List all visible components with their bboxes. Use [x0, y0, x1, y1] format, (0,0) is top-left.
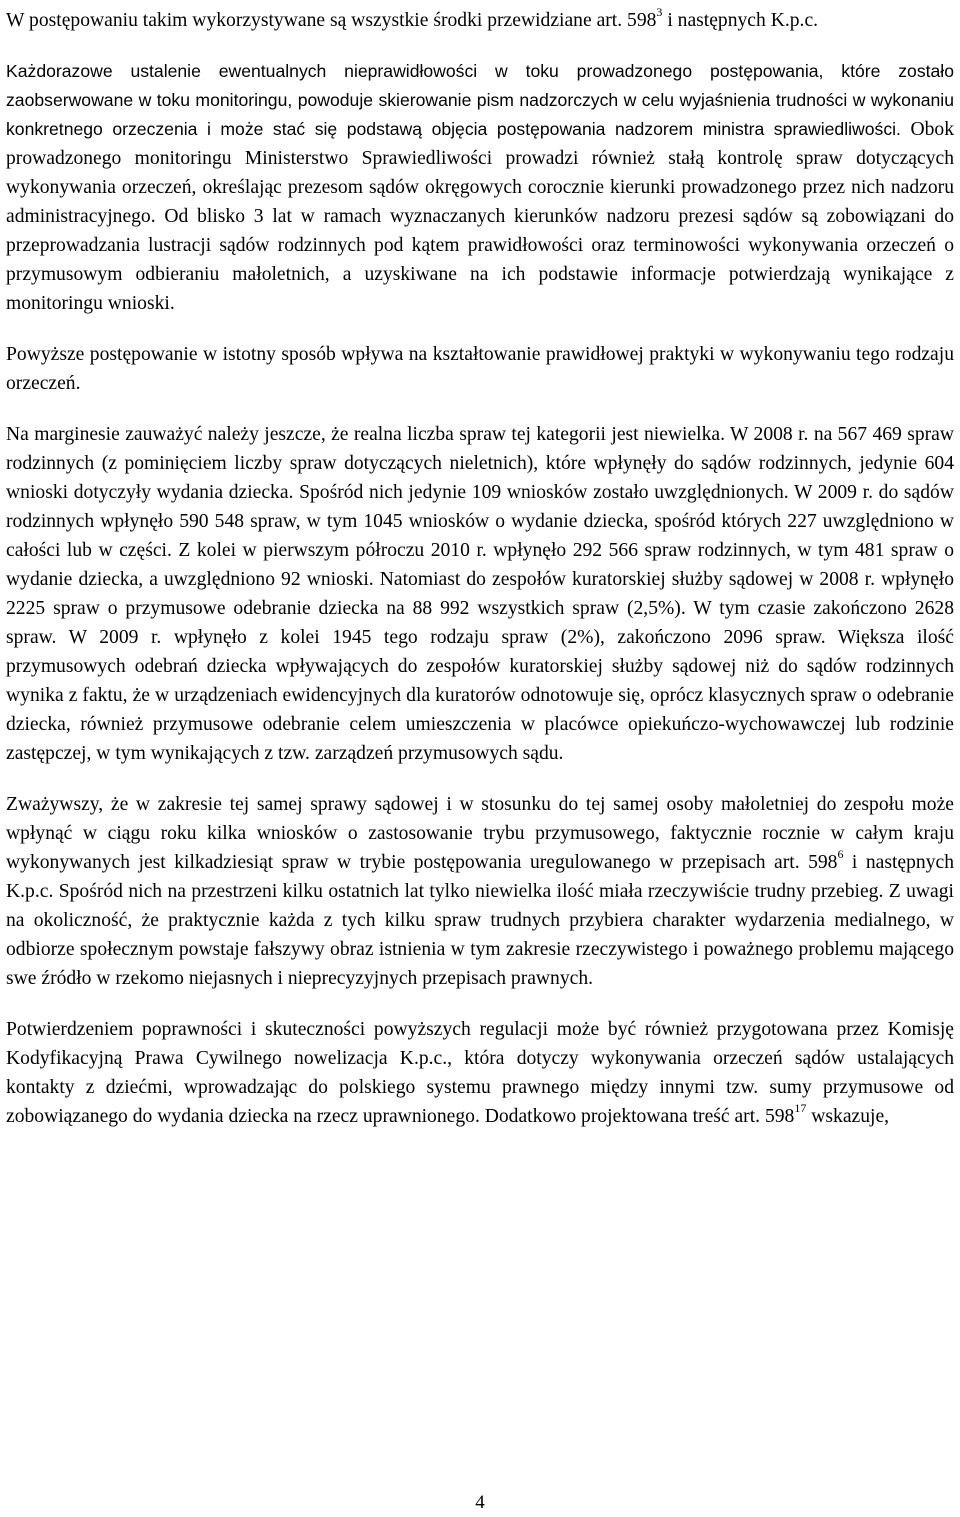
- document-page: [6, 6, 954, 1153]
- page-number: 4: [475, 1492, 485, 1513]
- paragraph-1-superscript: 3: [656, 5, 663, 20]
- paragraph-1-text-a: W postępowaniu takim wykorzystywane są wszystkie środki przewidziane art. 598: [6, 10, 657, 31]
- paragraph-6-superscript: 17: [794, 1101, 807, 1116]
- paragraph-2-sans-text: Każdorazowe ustalenie ewentualnych nieprawidłowości w toku prowadzonego postępowania, które zostało zaobserwowane w toku monitoringu, powoduje skierowanie pism nadzorczych w celu wyjaśnienia trudności w wykonaniu konkretnego orzeczenia i może stać się podstawą objęcia postępowania nadzorem ministra sprawiedliwości.: [6, 61, 954, 139]
- paragraph-5-text-b: i następnych K.p.c. Spośród nich na przestrzeni kilku ostatnich lat tylko niewielka ilość miała rzeczywiście trudny przebieg. Z uwagi na okoliczność, że praktycznie każda z tych kilku spraw trudnych przybiera charakter wydarzenia medialnego, w odbiorze społecznym powstaje fałszywy obraz istnienia w tym zakresie rzeczywistego i poważnego problemu mającego swe źródło w rzekomo niejasnych i nieprecyzyjnych przepisach prawnych.: [6, 852, 954, 989]
- paragraph-5: [6, 790, 954, 993]
- paragraph-6-text-b: wskazuje,: [806, 1106, 890, 1127]
- paragraph-6: [6, 1015, 954, 1131]
- paragraph-2: [6, 57, 954, 318]
- paragraph-5-text-a: Zważywszy, że w zakresie tej samej sprawy sądowej i w stosunku do tej samej osoby małoletniej do zespołu może wpłynąć w ciągu roku kilka wniosków o zastosowanie trybu przymusowego, faktycznie rocznie w całym kraju wykonywanych jest kilkadziesiąt spraw w trybie postępowania uregulowanego w przepisach art. 598: [6, 794, 954, 873]
- paragraph-3: [6, 340, 954, 398]
- paragraph-1: [6, 6, 954, 35]
- paragraph-3-text: Powyższe postępowanie w istotny sposób wpływa na kształtowanie prawidłowej praktyki w wykonywaniu tego rodzaju orzeczeń.: [6, 344, 954, 394]
- paragraph-5-superscript: 6: [837, 847, 844, 862]
- paragraph-4-text: Na marginesie zauważyć należy jeszcze, że realna liczba spraw tej kategorii jest niewielka. W 2008 r. na 567 469 spraw rodzinnych (z pominięciem liczby spraw dotyczących nieletnich), które wpłynęły do sądów rodzinnych, jedynie 604 wnioski dotyczyły wydania dziecka. Spośród nich jedynie 109 wniosków zostało uwzględnionych. W 2009 r. do sądów rodzinnych wpłynęło 590 548 spraw, w tym 1045 wniosków o wydanie dziecka, spośród których 227 uwzględniono w całości lub w części. Z kolei w pierwszym półroczu 2010 r. wpłynęło 292 566 spraw rodzinnych, w tym 481 spraw o wydanie dziecka, a uwzględniono 92 wnioski. Natomiast do zespołów kuratorskiej służby sądowej w 2008 r. wpłynęło 2225 spraw o przymusowe odebranie dziecka na 88 992 wszystkich spraw (2,5%). W tym czasie zakończono 2628 spraw. W 2009 r. wpłynęło z kolei 1945 tego rodzaju spraw (2%), zakończono 2096 spraw. Większa ilość przymusowych odebrań dziecka wpływających do zespołów kuratorskiej służby sądowej niż do sądów rodzinnych wynika z faktu, że w urządzeniach ewidencyjnych dla kuratorów odnotowuje się, oprócz klasycznych spraw o odebranie dziecka, również przymusowe odebranie celem umieszczenia w placówce opiekuńczo-wychowawczej lub rodzinie zastępczej, w tym wynikających z tzw. zarządzeń przymusowych sądu.: [6, 424, 954, 764]
- paragraph-2-serif-text: Obok prowadzonego monitoringu Ministerstwo Sprawiedliwości prowadzi również stałą kontrolę spraw dotyczących wykonywania orzeczeń, określając prezesom sądów okręgowych corocznie kierunki prowadzonego przez nich nadzoru administracyjnego. Od blisko 3 lat w ramach wyznaczanych kierunków nadzoru prezesi sądów są zobowiązani do przeprowadzania lustracji sądów rodzinnych pod kątem prawidłowości oraz terminowości wykonywania orzeczeń o przymusowym odbieraniu małoletnich, a uzyskiwane na ich podstawie informacje potwierdzają wynikające z monitoringu wnioski.: [6, 119, 954, 314]
- paragraph-1-text-b: i następnych K.p.c.: [662, 10, 819, 31]
- paragraph-6-text-a: Potwierdzeniem poprawności i skuteczności powyższych regulacji może być również przygotowana przez Komisję Kodyfikacyjną Prawa Cywilnego nowelizacja K.p.c., która dotyczy wykonywania orzeczeń sądów ustalających kontakty z dziećmi, wprowadzając do polskiego systemu prawnego między innymi tzw. sumy przymusowe od zobowiązanego do wydania dziecka na rzecz uprawnionego. Dodatkowo projektowana treść art. 598: [6, 1019, 954, 1127]
- paragraph-4: [6, 420, 954, 768]
